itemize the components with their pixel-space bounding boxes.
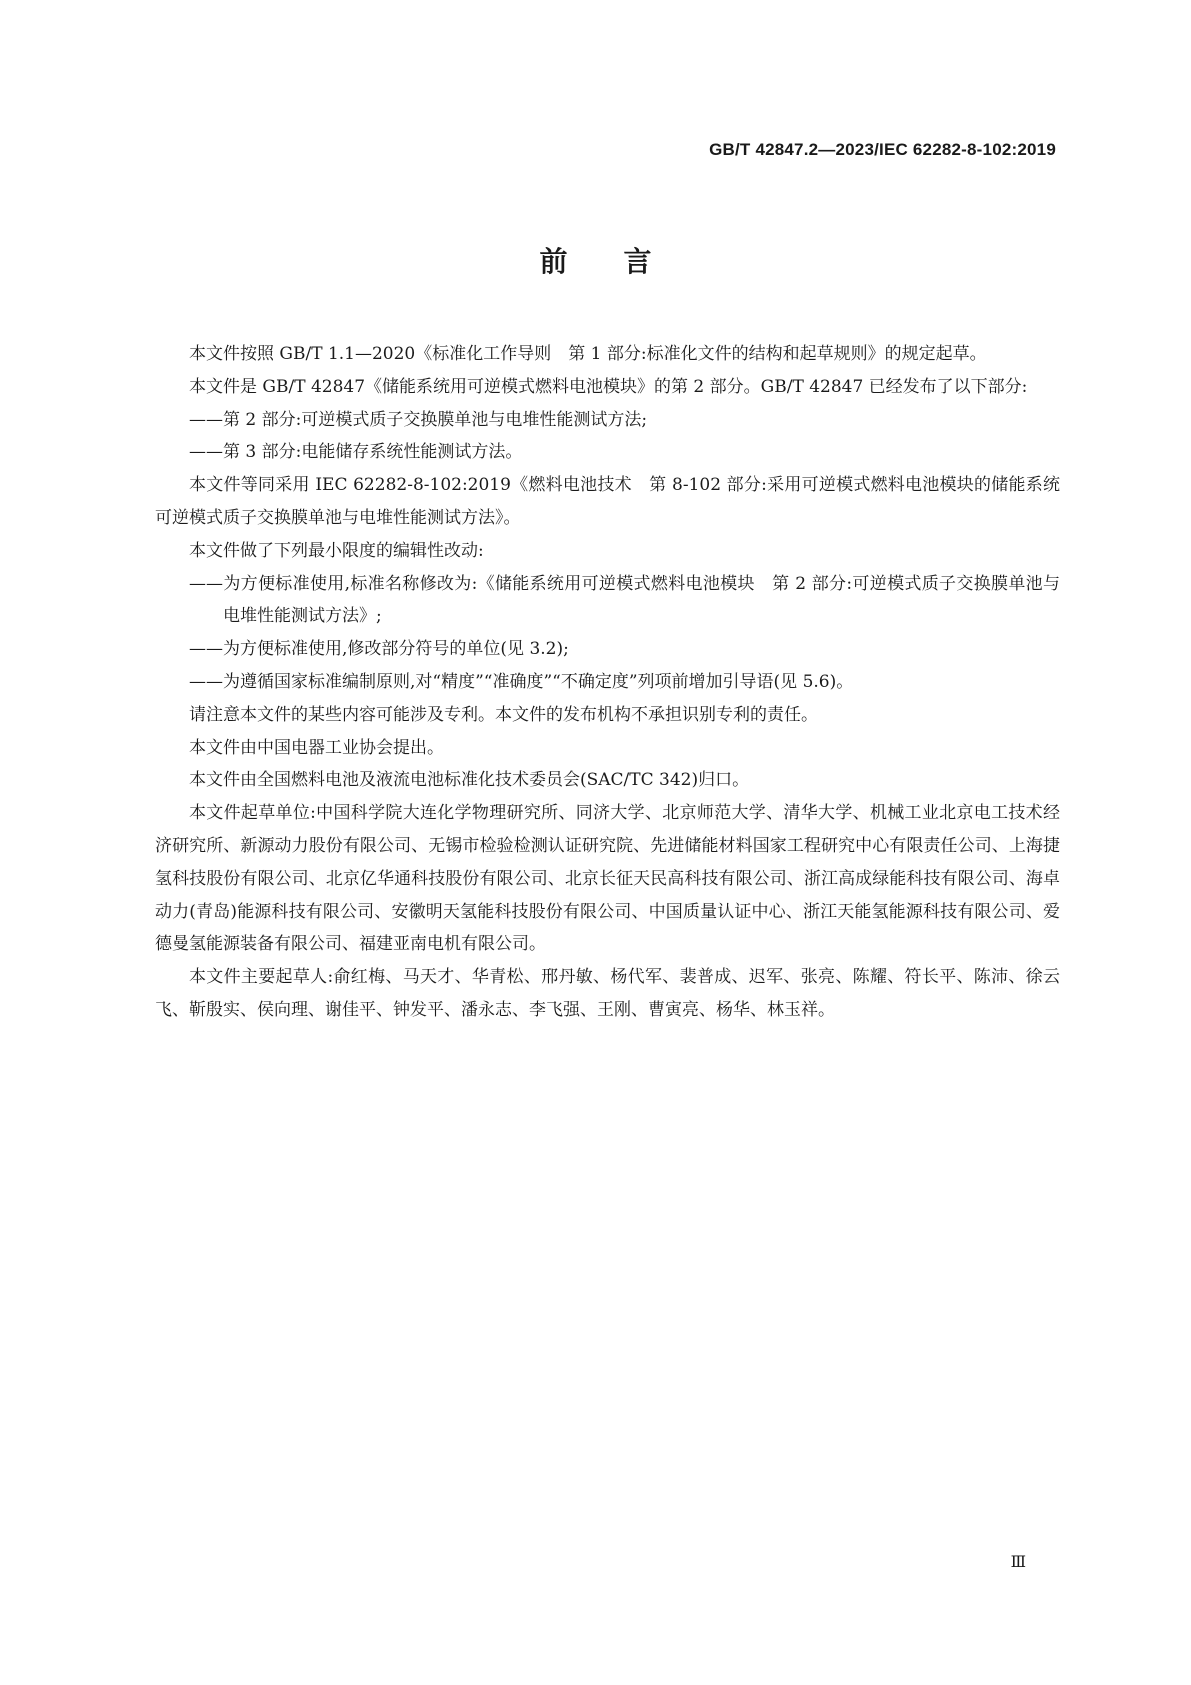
paragraph-drafting-units: 本文件起草单位:中国科学院大连化学物理研究所、同济大学、北京师范大学、清华大学、机械工业北京电工技术经济研究所、新源动力股份有限公司、无锡市检验检测认证研究院、先进储能材料国家工程研究中心有限责任公司、上海捷氢科技股份有限公司、北京亿华通科技股份有限公司、北京长征天民高科技有限公司、浙江高成绿能科技有限公司、海卓动力(青岛)能源科技有限公司、安徽明天氢能科技股份有限公司、中国质量认证中心、浙江天能氢能源科技有限公司、爱德曼氢能源装备有限公司、福建亚南电机有限公司。	[155, 803, 1060, 955]
page-title: 前言	[539, 245, 708, 278]
paragraph-drafters: 本文件主要起草人:俞红梅、马天才、华青松、邢丹敏、杨代军、裴普成、迟军、张亮、陈耀、符长平、陈沛、徐云飞、靳殷实、侯向理、谢佳平、钟发平、潘永志、李飞强、王刚、曹寅亮、杨华、林玉祥。	[155, 967, 1060, 1020]
list-item-part-3: ——第 3 部分:电能储存系统性能测试方法。	[189, 442, 523, 463]
paragraph-adoption: 本文件等同采用 IEC 62282-8-102:2019《燃料电池技术 第 8-102 部分:采用可逆模式燃料电池模块的储能系统 可逆模式质子交换膜单池与电堆性能测试方法》。	[155, 475, 1077, 528]
list-item-unit-change: ——为方便标准使用,修改部分符号的单位(见 3.2);	[189, 639, 569, 660]
paragraph-editorial-changes: 本文件做了下列最小限度的编辑性改动:	[189, 540, 484, 561]
foreword-body	[155, 338, 1077, 1027]
list-item-lead-in: ——为遵循国家标准编制原则,对“精度”“准确度”“不确定度”列项前增加引导语(见 5.6)。	[189, 671, 854, 692]
paragraph-drafting-rules: 本文件按照 GB/T 1.1—2020《标准化工作导则 第 1 部分:标准化文件的结构和起草规则》的规定起草。	[189, 344, 987, 364]
list-item-title-change: ——为方便标准使用,标准名称修改为:《储能系统用可逆模式燃料电池模块 第 2 部分:可逆模式质子交换膜单池与电堆性能测试方法》;	[189, 573, 1060, 627]
page-number: Ⅲ	[1010, 1552, 1026, 1571]
paragraph-proposer: 本文件由中国电器工业协会提出。	[189, 737, 444, 758]
paragraph-patent-notice: 请注意本文件的某些内容可能涉及专利。本文件的发布机构不承担识别专利的责任。	[189, 704, 818, 725]
list-item-part-2: ——第 2 部分:可逆模式质子交换膜单池与电堆性能测试方法;	[189, 409, 648, 430]
paragraph-committee: 本文件由全国燃料电池及液流电池标准化技术委员会(SAC/TC 342)归口。	[189, 770, 750, 791]
paragraph-part-info: 本文件是 GB/T 42847《储能系统用可逆模式燃料电池模块》的第 2 部分。GB/T 42847 已经发布了以下部分:	[189, 376, 1028, 397]
standard-code: GB/T 42847.2—2023/IEC 62282-8-102:2019	[709, 140, 1056, 159]
